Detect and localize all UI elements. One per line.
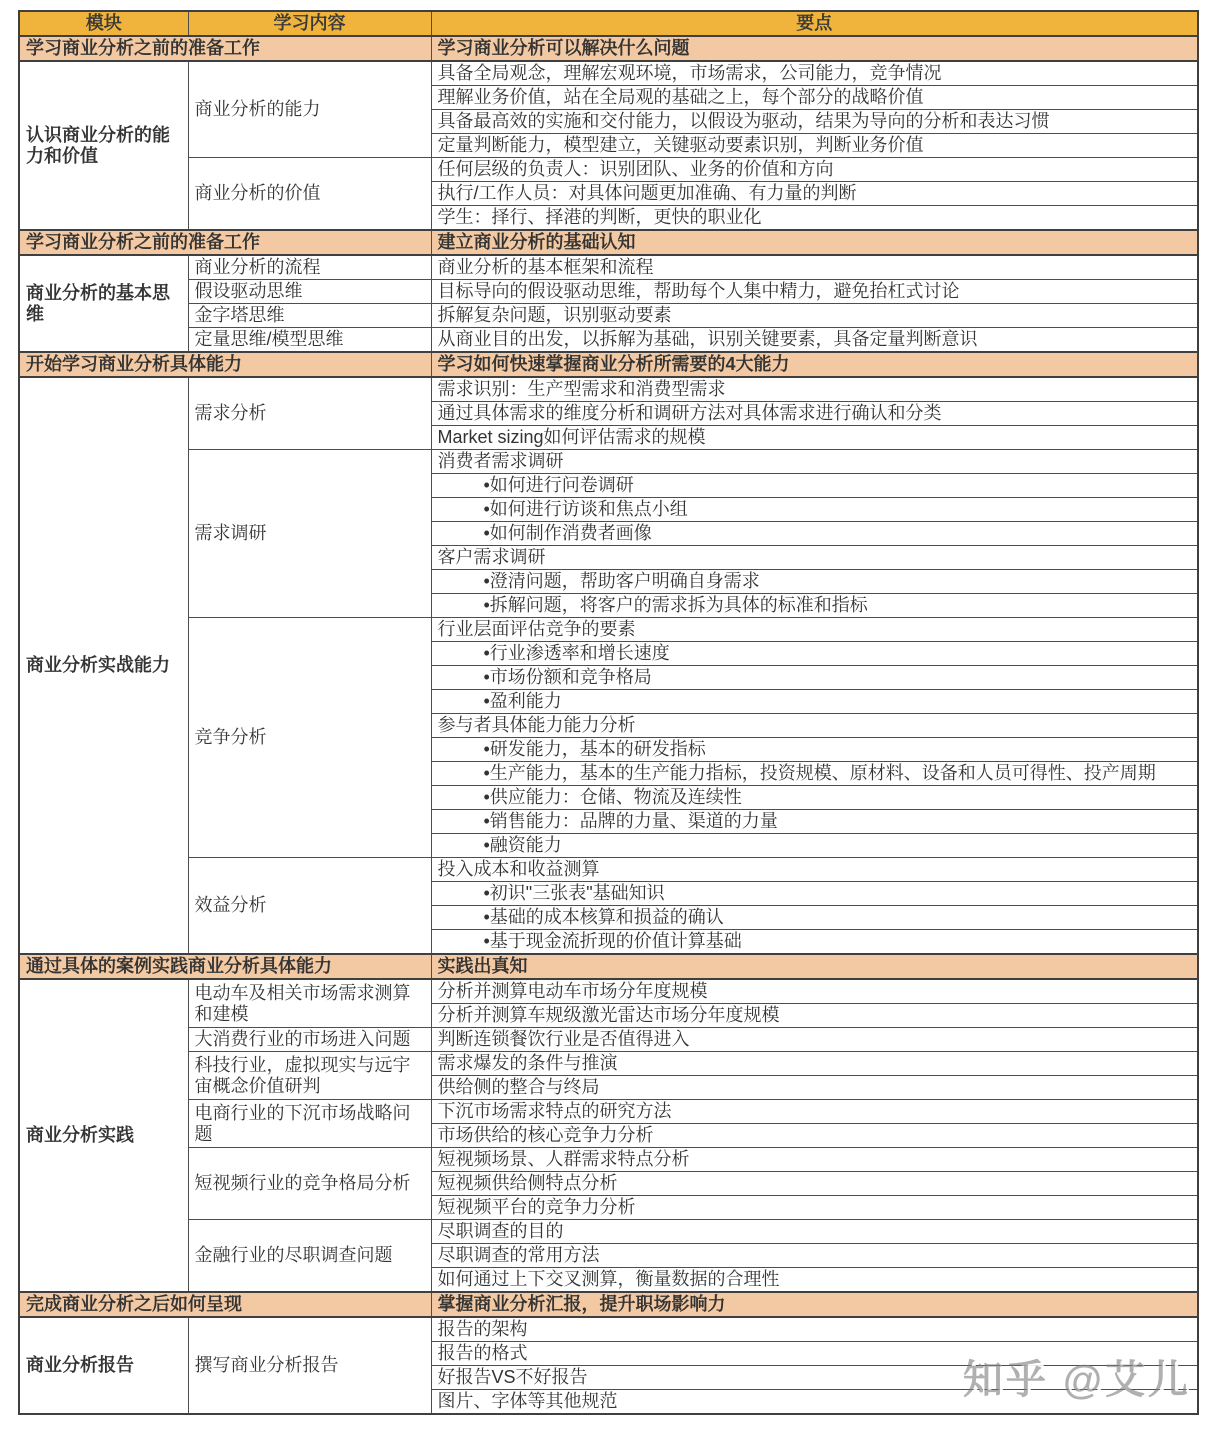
point-cell: •生产能力，基本的生产能力指标，投资规模、原材料、设备和人员可得性、投产周期 [431, 762, 1198, 786]
module-cell: 商业分析的基本思维 [19, 255, 188, 352]
point-cell: 客户需求调研 [431, 546, 1198, 570]
content-cell: 科技行业，虚拟现实与远宇宙概念价值研判 [188, 1052, 431, 1100]
table-row [19, 1100, 1198, 1124]
point-cell: 市场供给的核心竞争力分析 [431, 1124, 1198, 1148]
content-cell: 假设驱动思维 [188, 280, 431, 304]
section-title: 学习商业分析之前的准备工作 [19, 230, 431, 255]
point-cell: 拆解复杂问题，识别驱动要素 [431, 304, 1198, 328]
curriculum-table [18, 10, 1199, 1415]
table-row [19, 255, 1198, 280]
point-cell: 理解业务价值，站在全局观的基础之上，每个部分的战略价值 [431, 86, 1198, 110]
point-cell: Market sizing如何评估需求的规模 [431, 426, 1198, 450]
content-cell: 金字塔思维 [188, 304, 431, 328]
point-cell: 报告的格式 [431, 1342, 1198, 1366]
content-cell: 需求分析 [188, 377, 431, 450]
point-cell: •融资能力 [431, 834, 1198, 858]
point-cell: 通过具体需求的维度分析和调研方法对具体需求进行确认和分类 [431, 402, 1198, 426]
point-cell: •基于现金流折现的价值计算基础 [431, 930, 1198, 955]
point-cell: 参与者具体能力能力分析 [431, 714, 1198, 738]
point-cell: 从商业目的出发，以拆解为基础，识别关键要素，具备定量判断意识 [431, 328, 1198, 353]
point-cell: 需求爆发的条件与推演 [431, 1052, 1198, 1076]
point-cell: •拆解问题，将客户的需求拆为具体的标准和指标 [431, 594, 1198, 618]
point-cell: 投入成本和收益测算 [431, 858, 1198, 882]
table-row [19, 328, 1198, 353]
section-title: 学习商业分析之前的准备工作 [19, 36, 431, 61]
point-cell: 供给侧的整合与终局 [431, 1076, 1198, 1100]
point-cell: 商业分析的基本框架和流程 [431, 255, 1198, 280]
point-cell: •基础的成本核算和损益的确认 [431, 906, 1198, 930]
section-summary: 掌握商业分析汇报，提升职场影响力 [431, 1292, 1198, 1317]
point-cell: 尽职调查的目的 [431, 1220, 1198, 1244]
content-cell: 需求调研 [188, 450, 431, 618]
point-cell: 短视频平台的竞争力分析 [431, 1196, 1198, 1220]
point-cell: •行业渗透率和增长速度 [431, 642, 1198, 666]
point-cell: 分析并测算车规级激光雷达市场分年度规模 [431, 1004, 1198, 1028]
point-cell: 任何层级的负责人：识别团队、业务的价值和方向 [431, 158, 1198, 182]
point-cell: 尽职调查的常用方法 [431, 1244, 1198, 1268]
column-header-module: 模块 [19, 11, 188, 36]
point-cell: •盈利能力 [431, 690, 1198, 714]
point-cell: 好报告VS不好报告 [431, 1366, 1198, 1390]
table-row [19, 1028, 1198, 1052]
point-cell: •澄清问题，帮助客户明确自身需求 [431, 570, 1198, 594]
point-cell: 如何通过上下交叉测算，衡量数据的合理性 [431, 1268, 1198, 1293]
module-cell: 商业分析实战能力 [19, 377, 188, 954]
column-header-points: 要点 [431, 11, 1198, 36]
table-row [19, 377, 1198, 402]
point-cell: •供应能力：仓储、物流及连续性 [431, 786, 1198, 810]
point-cell: 具备全局观念，理解宏观环境，市场需求，公司能力，竞争情况 [431, 61, 1198, 86]
section-row [19, 1292, 1198, 1317]
table-row [19, 450, 1198, 474]
point-cell: •销售能力：品牌的力量、渠道的力量 [431, 810, 1198, 834]
section-title: 通过具体的案例实践商业分析具体能力 [19, 954, 431, 979]
point-cell: •初识"三张表"基础知识 [431, 882, 1198, 906]
point-cell: •如何进行问卷调研 [431, 474, 1198, 498]
content-cell: 商业分析的价值 [188, 158, 431, 231]
content-cell: 竞争分析 [188, 618, 431, 858]
table-row [19, 1148, 1198, 1172]
module-cell: 认识商业分析的能力和价值 [19, 61, 188, 230]
point-cell: 分析并测算电动车市场分年度规模 [431, 979, 1198, 1004]
content-cell: 大消费行业的市场进入问题 [188, 1028, 431, 1052]
content-cell: 电动车及相关市场需求测算和建模 [188, 979, 431, 1028]
point-cell: 目标导向的假设驱动思维，帮助每个人集中精力，避免抬杠式讨论 [431, 280, 1198, 304]
table-row [19, 1052, 1198, 1076]
point-cell: 图片、字体等其他规范 [431, 1390, 1198, 1415]
module-cell: 商业分析实践 [19, 979, 188, 1292]
section-row [19, 352, 1198, 377]
point-cell: 需求识别：生产型需求和消费型需求 [431, 377, 1198, 402]
point-cell: 判断连锁餐饮行业是否值得进入 [431, 1028, 1198, 1052]
section-title: 开始学习商业分析具体能力 [19, 352, 431, 377]
table-row [19, 979, 1198, 1004]
section-summary: 学习商业分析可以解决什么问题 [431, 36, 1198, 61]
section-row [19, 230, 1198, 255]
point-cell: 行业层面评估竞争的要素 [431, 618, 1198, 642]
point-cell: 报告的架构 [431, 1317, 1198, 1342]
content-cell: 商业分析的能力 [188, 61, 431, 158]
point-cell: 学生：择行、择港的判断，更快的职业化 [431, 206, 1198, 231]
section-summary: 学习如何快速掌握商业分析所需要的4大能力 [431, 352, 1198, 377]
table-row [19, 158, 1198, 182]
content-cell: 商业分析的流程 [188, 255, 431, 280]
section-row [19, 36, 1198, 61]
section-summary: 实践出真知 [431, 954, 1198, 979]
section-title: 完成商业分析之后如何呈现 [19, 1292, 431, 1317]
table-row [19, 61, 1198, 86]
header-row [19, 11, 1198, 36]
table-row [19, 1317, 1198, 1342]
point-cell: 短视频供给侧特点分析 [431, 1172, 1198, 1196]
point-cell: •研发能力，基本的研发指标 [431, 738, 1198, 762]
table-row [19, 618, 1198, 642]
point-cell: 消费者需求调研 [431, 450, 1198, 474]
point-cell: •市场份额和竞争格局 [431, 666, 1198, 690]
table-row [19, 858, 1198, 882]
section-summary: 建立商业分析的基础认知 [431, 230, 1198, 255]
point-cell: •如何进行访谈和焦点小组 [431, 498, 1198, 522]
point-cell: 具备最高效的实施和交付能力，以假设为驱动，结果为导向的分析和表达习惯 [431, 110, 1198, 134]
column-header-content: 学习内容 [188, 11, 431, 36]
table-row [19, 304, 1198, 328]
point-cell: 下沉市场需求特点的研究方法 [431, 1100, 1198, 1124]
table-row [19, 1220, 1198, 1244]
content-cell: 短视频行业的竞争格局分析 [188, 1148, 431, 1220]
table-row [19, 280, 1198, 304]
point-cell: •如何制作消费者画像 [431, 522, 1198, 546]
point-cell: 定量判断能力，模型建立，关键驱动要素识别，判断业务价值 [431, 134, 1198, 158]
section-row [19, 954, 1198, 979]
content-cell: 效益分析 [188, 858, 431, 955]
point-cell: 执行/工作人员：对具体问题更加准确、有力量的判断 [431, 182, 1198, 206]
module-cell: 商业分析报告 [19, 1317, 188, 1414]
content-cell: 金融行业的尽职调查问题 [188, 1220, 431, 1293]
content-cell: 撰写商业分析报告 [188, 1317, 431, 1414]
content-cell: 电商行业的下沉市场战略问题 [188, 1100, 431, 1148]
watermark: 知乎 @艾儿 [962, 1358, 1191, 1402]
content-cell: 定量思维/模型思维 [188, 328, 431, 353]
point-cell: 短视频场景、人群需求特点分析 [431, 1148, 1198, 1172]
